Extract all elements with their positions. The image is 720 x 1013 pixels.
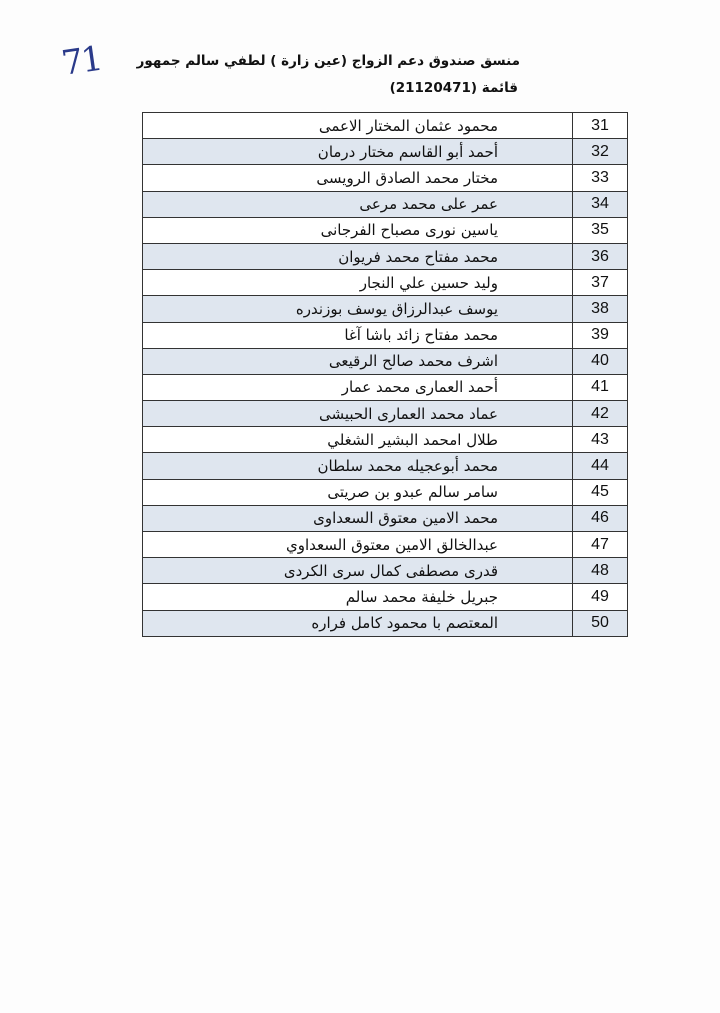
row-name-cell: عبدالخالق الامين معتوق السعداوي <box>143 532 573 558</box>
row-number-cell: 41 <box>573 374 628 400</box>
row-number-cell: 50 <box>573 610 628 636</box>
table-row <box>143 610 628 636</box>
row-name-cell: أحمد العمارى محمد عمار <box>143 374 573 400</box>
row-name-cell: طلال امحمد البشير الشغلي <box>143 427 573 453</box>
table-row <box>143 479 628 505</box>
handwritten-page-number: 71 <box>59 38 104 84</box>
row-name-cell: محمد الامين معتوق السعداوى <box>143 505 573 531</box>
row-name-cell: وليد حسين علي النجار <box>143 270 573 296</box>
row-name-cell: جبريل خليفة محمد سالم <box>143 584 573 610</box>
table-row <box>143 532 628 558</box>
row-number-cell: 35 <box>573 217 628 243</box>
row-number-cell: 44 <box>573 453 628 479</box>
table-row <box>143 558 628 584</box>
row-name-cell: ياسين نورى مصباح الفرجانى <box>143 217 573 243</box>
row-number-cell: 36 <box>573 243 628 269</box>
row-number-cell: 40 <box>573 348 628 374</box>
row-number-cell: 46 <box>573 505 628 531</box>
row-number-cell: 43 <box>573 427 628 453</box>
table-row <box>143 427 628 453</box>
table-row <box>143 165 628 191</box>
header-title: منسق صندوق دعم الزواج (عين زارة ) لطفي سالم جمهور <box>136 53 520 69</box>
names-table <box>142 112 628 637</box>
row-name-cell: محمود عثمان المختار الاعمى <box>143 113 573 139</box>
row-name-cell: محمد أبوعجيله محمد سلطان <box>143 453 573 479</box>
row-number-cell: 49 <box>573 584 628 610</box>
document-header <box>136 50 520 99</box>
row-number-cell: 33 <box>573 165 628 191</box>
names-table-body <box>143 113 628 637</box>
table-row <box>143 139 628 165</box>
row-number-cell: 39 <box>573 322 628 348</box>
table-row <box>143 217 628 243</box>
row-name-cell: أحمد أبو القاسم مختار درمان <box>143 139 573 165</box>
row-name-cell: عماد محمد العمارى الحبيشى <box>143 401 573 427</box>
row-name-cell: محمد مفتاح محمد فريوان <box>143 243 573 269</box>
table-row <box>143 322 628 348</box>
row-name-cell: محمد مفتاح زائد باشا آغا <box>143 322 573 348</box>
table-row <box>143 401 628 427</box>
row-number-cell: 47 <box>573 532 628 558</box>
table-row <box>143 348 628 374</box>
row-number-cell: 38 <box>573 296 628 322</box>
table-row <box>143 584 628 610</box>
table-row <box>143 374 628 400</box>
row-name-cell: يوسف عبدالرزاق يوسف بوزندره <box>143 296 573 322</box>
table-row <box>143 296 628 322</box>
table-row <box>143 270 628 296</box>
row-number-cell: 45 <box>573 479 628 505</box>
table-row <box>143 243 628 269</box>
table-row <box>143 453 628 479</box>
row-name-cell: مختار محمد الصادق الرويسى <box>143 165 573 191</box>
row-number-cell: 34 <box>573 191 628 217</box>
row-number-cell: 31 <box>573 113 628 139</box>
row-name-cell: عمر على محمد مرعى <box>143 191 573 217</box>
row-number-cell: 37 <box>573 270 628 296</box>
row-name-cell: قدرى مصطفى كمال سرى الكردى <box>143 558 573 584</box>
table-row <box>143 191 628 217</box>
table-row <box>143 113 628 139</box>
row-name-cell: اشرف محمد صالح الرقيعى <box>143 348 573 374</box>
header-list-number: قائمة (21120471) <box>389 80 518 96</box>
table-row <box>143 505 628 531</box>
row-number-cell: 42 <box>573 401 628 427</box>
row-number-cell: 48 <box>573 558 628 584</box>
row-name-cell: سامر سالم عبدو بن صريتى <box>143 479 573 505</box>
row-number-cell: 32 <box>573 139 628 165</box>
row-name-cell: المعتصم با محمود كامل فراره <box>143 610 573 636</box>
